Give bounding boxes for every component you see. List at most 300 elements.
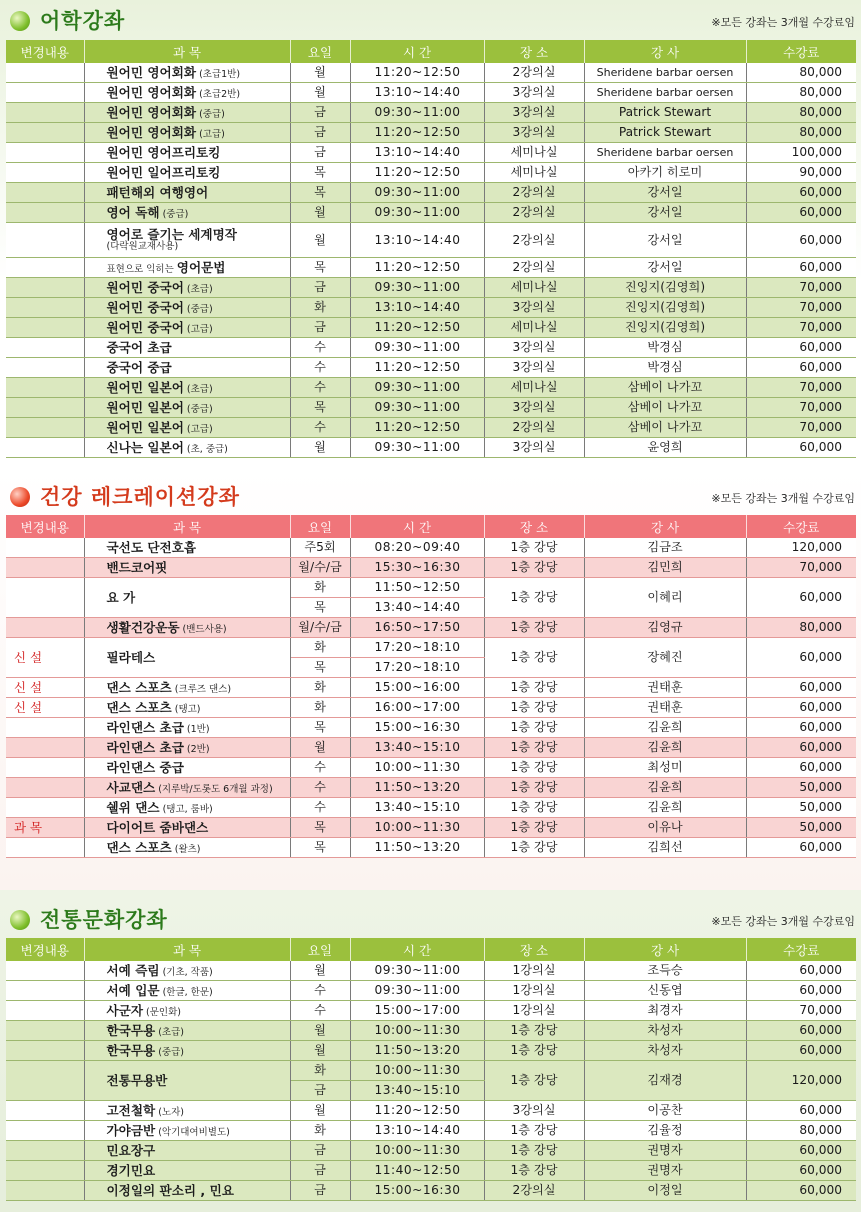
course-name: 영어문법 xyxy=(176,259,226,275)
fee-cell: 60,000 xyxy=(746,223,856,258)
change-note-cell xyxy=(6,838,84,858)
column-header-fee: 수강료 xyxy=(746,938,856,961)
fee-cell: 60,000 xyxy=(746,1181,856,1201)
place-cell: 1층 강당 xyxy=(484,578,584,618)
course-row xyxy=(6,143,856,163)
day-cell: 수 xyxy=(290,1001,350,1021)
instructor-cell: 김윤희 xyxy=(584,718,746,738)
fee-cell: 60,000 xyxy=(746,678,856,698)
course-row xyxy=(6,1121,856,1141)
time-cell: 09:30~11:00 xyxy=(350,338,484,358)
course-name-cell xyxy=(84,418,290,438)
time-cell: 16:00~17:00 xyxy=(350,698,484,718)
course-detail: (중급) xyxy=(155,1046,184,1058)
place-cell: 1층 강당 xyxy=(484,738,584,758)
place-cell: 1층 강당 xyxy=(484,678,584,698)
place-cell: 1층 강당 xyxy=(484,558,584,578)
time-cell: 15:00~16:30 xyxy=(350,718,484,738)
course-name-cell xyxy=(84,1121,290,1141)
time-cell: 13:10~14:40 xyxy=(350,143,484,163)
course-row xyxy=(6,358,856,378)
course-detail: (고급) xyxy=(183,423,213,435)
fee-cell: 70,000 xyxy=(746,278,856,298)
time-cell: 15:00~16:30 xyxy=(350,1181,484,1201)
course-name: 이정일의 판소리 , 민요 xyxy=(106,1182,234,1198)
fee-cell: 50,000 xyxy=(746,818,856,838)
day-cell: 금 xyxy=(290,318,350,338)
course-name-cell xyxy=(84,738,290,758)
instructor-cell: 박경심 xyxy=(584,338,746,358)
course-row xyxy=(6,378,856,398)
course-row xyxy=(6,1181,856,1201)
fee-cell: 80,000 xyxy=(746,123,856,143)
course-row xyxy=(6,538,856,558)
time-cell: 10:00~11:30 xyxy=(350,1021,484,1041)
change-note-cell xyxy=(6,63,84,83)
place-cell: 1층 강당 xyxy=(484,618,584,638)
health-section xyxy=(0,479,861,855)
course-detail: (고급) xyxy=(196,128,225,140)
fee-cell: 70,000 xyxy=(746,378,856,398)
change-note-cell xyxy=(6,143,84,163)
time-cell: 11:50~13:20 xyxy=(350,778,484,798)
day-cell: 금 xyxy=(290,103,350,123)
health-section-header xyxy=(0,479,861,515)
course-detail: (지루박/도롯도 6개월 과정) xyxy=(155,783,273,795)
place-cell: 1층 강당 xyxy=(484,838,584,858)
course-name-cell xyxy=(84,718,290,738)
time-cell: 13:10~14:40 xyxy=(350,223,484,258)
course-name: 쉘위 댄스 xyxy=(106,799,160,815)
course-row xyxy=(6,961,856,981)
fee-cell: 70,000 xyxy=(746,418,856,438)
time-cell: 11:20~12:50 xyxy=(350,258,484,278)
instructor-cell: 이공찬 xyxy=(584,1101,746,1121)
course-name: 필라테스 xyxy=(106,649,156,665)
course-detail: (탱고) xyxy=(171,703,201,715)
health-course-table xyxy=(6,515,856,858)
day-cell: 수 xyxy=(290,358,350,378)
course-row xyxy=(6,758,856,778)
change-note-cell xyxy=(6,538,84,558)
instructor-cell: 삼베이 나가꼬 xyxy=(584,418,746,438)
course-name: 신나는 일본어 xyxy=(106,439,184,455)
place-cell: 3강의실 xyxy=(484,298,584,318)
course-name-cell xyxy=(84,698,290,718)
course-name: 국선도 단전호흡 xyxy=(106,539,197,555)
instructor-cell: 김금조 xyxy=(584,538,746,558)
course-name-cell xyxy=(84,798,290,818)
course-detail: (초급2반) xyxy=(196,88,241,100)
column-header-subject: 과 목 xyxy=(84,40,290,63)
day-cell: 월 xyxy=(290,1021,350,1041)
day-cell: 화 xyxy=(290,578,350,598)
course-row xyxy=(6,163,856,183)
fee-cell: 80,000 xyxy=(746,63,856,83)
fee-cell: 60,000 xyxy=(746,718,856,738)
course-name: 원어민 중국어 xyxy=(106,319,184,335)
change-note-cell xyxy=(6,778,84,798)
change-note-cell xyxy=(6,163,84,183)
course-name-cell xyxy=(84,398,290,418)
course-name-cell xyxy=(84,163,290,183)
course-name-cell xyxy=(84,258,290,278)
course-row xyxy=(6,678,856,698)
course-name-cell xyxy=(84,83,290,103)
course-row xyxy=(6,1161,856,1181)
instructor-cell: 진잉지(김영희) xyxy=(584,278,746,298)
culture-section-header xyxy=(0,902,861,938)
instructor-cell: 강서일 xyxy=(584,258,746,278)
change-note-cell xyxy=(6,1061,84,1101)
change-note-cell xyxy=(6,103,84,123)
language-section xyxy=(0,3,861,455)
course-name: 댄스 스포츠 xyxy=(106,839,172,855)
fee-cell: 120,000 xyxy=(746,538,856,558)
instructor-cell: 삼베이 나가꼬 xyxy=(584,398,746,418)
course-name-cell xyxy=(84,1041,290,1061)
instructor-cell: 김민희 xyxy=(584,558,746,578)
place-cell: 2강의실 xyxy=(484,63,584,83)
course-name: 영어로 즐기는 세계명작 xyxy=(106,227,237,243)
course-row xyxy=(6,438,856,458)
course-row xyxy=(6,223,856,258)
course-row xyxy=(6,618,856,638)
fee-cell: 60,000 xyxy=(746,961,856,981)
place-cell: 3강의실 xyxy=(484,83,584,103)
place-cell: 3강의실 xyxy=(484,398,584,418)
instructor-cell: 진잉지(김영희) xyxy=(584,298,746,318)
course-name: 원어민 영어프리토킹 xyxy=(106,144,221,160)
course-name: 원어민 영어회화 xyxy=(106,84,197,100)
instructor-cell: 김윤희 xyxy=(584,778,746,798)
course-name: 다이어트 줌바댄스 xyxy=(106,819,209,835)
fee-cell: 70,000 xyxy=(746,1001,856,1021)
course-detail: (중급) xyxy=(183,403,213,415)
course-name-cell xyxy=(84,123,290,143)
instructor-cell: 신동엽 xyxy=(584,981,746,1001)
course-name: 중국어 초급 xyxy=(106,339,172,355)
course-row xyxy=(6,738,856,758)
place-cell: 2강의실 xyxy=(484,183,584,203)
course-name: 원어민 영어회화 xyxy=(106,124,197,140)
course-row xyxy=(6,1101,856,1121)
culture-section xyxy=(0,902,861,1198)
course-name: 경기민요 xyxy=(106,1162,156,1178)
course-detail: (초급) xyxy=(183,283,213,295)
day-cell: 월 xyxy=(290,203,350,223)
course-name-cell xyxy=(84,1101,290,1121)
column-header-place: 장 소 xyxy=(484,40,584,63)
fee-cell: 80,000 xyxy=(746,83,856,103)
change-note-cell xyxy=(6,338,84,358)
instructor-cell: 차성자 xyxy=(584,1041,746,1061)
day-cell: 금 xyxy=(290,1081,350,1101)
course-name: 원어민 일본어 xyxy=(106,399,184,415)
course-name-cell xyxy=(84,638,290,678)
time-cell: 16:50~17:50 xyxy=(350,618,484,638)
fee-cell: 80,000 xyxy=(746,618,856,638)
place-cell: 1층 강당 xyxy=(484,718,584,738)
course-row xyxy=(6,318,856,338)
instructor-cell: 김재경 xyxy=(584,1061,746,1101)
day-cell: 수 xyxy=(290,758,350,778)
column-header-day: 요일 xyxy=(290,938,350,961)
circle-bullet-icon xyxy=(10,487,30,507)
place-cell: 1층 강당 xyxy=(484,1041,584,1061)
fee-cell: 60,000 xyxy=(746,1161,856,1181)
change-note-cell xyxy=(6,83,84,103)
change-note-cell xyxy=(6,1021,84,1041)
instructor-cell: 김윤희 xyxy=(584,798,746,818)
course-name-cell xyxy=(84,1181,290,1201)
column-header-time: 시 간 xyxy=(350,938,484,961)
course-detail: (초급) xyxy=(183,383,213,395)
instructor-cell: 김영규 xyxy=(584,618,746,638)
day-cell: 주5회 xyxy=(290,538,350,558)
place-cell: 3강의실 xyxy=(484,358,584,378)
fee-cell: 60,000 xyxy=(746,578,856,618)
change-note-cell xyxy=(6,438,84,458)
place-cell: 1층 강당 xyxy=(484,1061,584,1101)
place-cell: 3강의실 xyxy=(484,103,584,123)
course-name-cell xyxy=(84,838,290,858)
change-note-cell xyxy=(6,618,84,638)
time-cell: 09:30~11:00 xyxy=(350,981,484,1001)
day-cell: 월 xyxy=(290,63,350,83)
change-note-cell xyxy=(6,1041,84,1061)
course-name: 한국무용 xyxy=(106,1042,156,1058)
day-cell: 화 xyxy=(290,698,350,718)
instructor-cell: 아카기 히로미 xyxy=(584,163,746,183)
fee-cell: 60,000 xyxy=(746,338,856,358)
course-name: 원어민 영어회화 xyxy=(106,64,197,80)
circle-bullet-icon xyxy=(10,11,30,31)
course-detail: (문인화) xyxy=(143,1006,181,1018)
time-cell: 11:20~12:50 xyxy=(350,358,484,378)
course-row xyxy=(6,818,856,838)
course-name: 생활건강운동 xyxy=(106,619,180,635)
column-header-fee: 수강료 xyxy=(746,40,856,63)
column-header-place: 장 소 xyxy=(484,938,584,961)
course-name-cell xyxy=(84,961,290,981)
course-detail: (중급) xyxy=(183,303,213,315)
place-cell: 3강의실 xyxy=(484,438,584,458)
health-section-note: ※모든 강좌는 3개월 수강료임 xyxy=(711,492,855,505)
place-cell: 1층 강당 xyxy=(484,818,584,838)
course-detail: (밴드사용) xyxy=(179,623,227,635)
time-cell: 10:00~11:30 xyxy=(350,1061,484,1081)
course-name: 전통무용반 xyxy=(106,1072,168,1088)
course-name: 원어민 일어프리토킹 xyxy=(106,164,221,180)
culture-section-note: ※모든 강좌는 3개월 수강료임 xyxy=(711,915,855,928)
fee-cell: 120,000 xyxy=(746,1061,856,1101)
place-cell: 세미나실 xyxy=(484,378,584,398)
instructor-cell: 김율정 xyxy=(584,1121,746,1141)
instructor-cell: 삼베이 나가꼬 xyxy=(584,378,746,398)
change-note-cell xyxy=(6,798,84,818)
course-name-cell xyxy=(84,678,290,698)
fee-cell: 60,000 xyxy=(746,358,856,378)
change-note-cell: 신 설 xyxy=(6,638,84,678)
change-note-cell xyxy=(6,578,84,618)
day-cell: 금 xyxy=(290,278,350,298)
fee-cell: 60,000 xyxy=(746,203,856,223)
course-name: 라인댄스 초급 xyxy=(106,719,184,735)
course-detail: (왈츠) xyxy=(171,843,201,855)
day-cell: 목 xyxy=(290,163,350,183)
place-cell: 2강의실 xyxy=(484,418,584,438)
course-row xyxy=(6,63,856,83)
course-detail: (중급) xyxy=(159,208,189,220)
course-name-cell xyxy=(84,358,290,378)
day-cell: 금 xyxy=(290,1161,350,1181)
course-name: 밴드코어핏 xyxy=(106,559,168,575)
day-cell: 금 xyxy=(290,123,350,143)
column-header-day: 요일 xyxy=(290,515,350,538)
course-name: 고전철학 xyxy=(106,1102,156,1118)
fee-cell: 50,000 xyxy=(746,778,856,798)
fee-cell: 100,000 xyxy=(746,143,856,163)
language-section-header xyxy=(0,3,861,39)
instructor-cell: 김윤희 xyxy=(584,738,746,758)
place-cell: 3강의실 xyxy=(484,1101,584,1121)
place-cell: 1층 강당 xyxy=(484,758,584,778)
course-name-cell xyxy=(84,318,290,338)
course-name-cell xyxy=(84,578,290,618)
day-cell: 수 xyxy=(290,338,350,358)
course-detail: (크루즈 댄스) xyxy=(171,683,232,695)
instructor-cell: 김희선 xyxy=(584,838,746,858)
place-cell: 1층 강당 xyxy=(484,698,584,718)
course-detail: (초급1반) xyxy=(196,68,241,80)
place-cell: 3강의실 xyxy=(484,123,584,143)
place-cell: 2강의실 xyxy=(484,1181,584,1201)
instructor-cell: 이혜리 xyxy=(584,578,746,618)
day-cell: 월 xyxy=(290,223,350,258)
column-header-subject: 과 목 xyxy=(84,938,290,961)
change-note-cell xyxy=(6,378,84,398)
course-name-cell xyxy=(84,63,290,83)
instructor-cell: 윤영희 xyxy=(584,438,746,458)
instructor-cell: 이유나 xyxy=(584,818,746,838)
day-cell: 목 xyxy=(290,658,350,678)
course-name-cell xyxy=(84,338,290,358)
time-cell: 09:30~11:00 xyxy=(350,183,484,203)
language-section-note: ※모든 강좌는 3개월 수강료임 xyxy=(711,16,855,29)
change-note-cell xyxy=(6,398,84,418)
course-detail: (다락원교재사용) xyxy=(106,240,179,252)
course-name: 라인댄스 중급 xyxy=(106,759,184,775)
fee-cell: 90,000 xyxy=(746,163,856,183)
instructor-cell: Patrick Stewart xyxy=(584,123,746,143)
course-name-cell xyxy=(84,558,290,578)
day-cell: 목 xyxy=(290,818,350,838)
day-cell: 월/수/금 xyxy=(290,558,350,578)
course-name-cell xyxy=(84,223,290,258)
instructor-cell: 최성미 xyxy=(584,758,746,778)
change-note-cell xyxy=(6,358,84,378)
day-cell: 수 xyxy=(290,418,350,438)
course-name: 한국무용 xyxy=(106,1022,156,1038)
instructor-cell: 강서일 xyxy=(584,203,746,223)
place-cell: 1층 강당 xyxy=(484,798,584,818)
course-name: 가야금반 xyxy=(106,1122,156,1138)
place-cell: 1층 강당 xyxy=(484,538,584,558)
course-name-cell xyxy=(84,1141,290,1161)
time-cell: 09:30~11:00 xyxy=(350,378,484,398)
instructor-cell: 이정일 xyxy=(584,1181,746,1201)
course-row xyxy=(6,103,856,123)
time-cell: 15:30~16:30 xyxy=(350,558,484,578)
course-detail: (탱고, 룸바) xyxy=(159,803,213,815)
fee-cell: 70,000 xyxy=(746,298,856,318)
course-row xyxy=(6,398,856,418)
course-name: 원어민 중국어 xyxy=(106,299,184,315)
course-detail: (악기대여비별도) xyxy=(155,1126,230,1138)
course-detail: (고급) xyxy=(183,323,213,335)
change-note-cell: 신 설 xyxy=(6,678,84,698)
place-cell: 세미나실 xyxy=(484,278,584,298)
day-cell: 화 xyxy=(290,1061,350,1081)
course-detail: (기초, 작품) xyxy=(159,966,213,978)
culture-section-title: 전통문화강좌 xyxy=(40,908,168,932)
time-cell: 09:30~11:00 xyxy=(350,438,484,458)
change-note-cell xyxy=(6,1001,84,1021)
place-cell: 1강의실 xyxy=(484,981,584,1001)
day-cell: 월 xyxy=(290,1101,350,1121)
fee-cell: 50,000 xyxy=(746,798,856,818)
instructor-cell: 최경자 xyxy=(584,1001,746,1021)
course-name-cell xyxy=(84,758,290,778)
fee-cell: 60,000 xyxy=(746,838,856,858)
instructor-cell: Sheridene barbar oersen xyxy=(584,63,746,83)
course-row xyxy=(6,578,856,598)
day-cell: 목 xyxy=(290,258,350,278)
day-cell: 목 xyxy=(290,183,350,203)
day-cell: 월 xyxy=(290,1041,350,1061)
column-header-fee: 수강료 xyxy=(746,515,856,538)
course-row xyxy=(6,638,856,658)
place-cell: 1층 강당 xyxy=(484,1161,584,1181)
place-cell: 1층 강당 xyxy=(484,638,584,678)
course-row xyxy=(6,183,856,203)
day-cell: 수 xyxy=(290,778,350,798)
course-name: 서예 즉림 xyxy=(106,962,160,978)
course-name-cell xyxy=(84,981,290,1001)
place-cell: 1층 강당 xyxy=(484,1021,584,1041)
course-row xyxy=(6,123,856,143)
time-cell: 11:20~12:50 xyxy=(350,418,484,438)
course-name-cell xyxy=(84,818,290,838)
day-cell: 화 xyxy=(290,298,350,318)
course-name-cell xyxy=(84,618,290,638)
change-note-cell xyxy=(6,258,84,278)
course-detail: (노자) xyxy=(155,1106,184,1118)
course-name-cell xyxy=(84,278,290,298)
column-header-place: 장 소 xyxy=(484,515,584,538)
place-cell: 1강의실 xyxy=(484,1001,584,1021)
course-name: 영어 독해 xyxy=(106,204,160,220)
column-header-change: 변경내용 xyxy=(6,515,84,538)
day-cell: 목 xyxy=(290,838,350,858)
course-row xyxy=(6,203,856,223)
time-cell: 10:00~11:30 xyxy=(350,818,484,838)
course-row xyxy=(6,698,856,718)
course-name-cell xyxy=(84,183,290,203)
course-name-cell xyxy=(84,378,290,398)
instructor-cell: 강서일 xyxy=(584,223,746,258)
